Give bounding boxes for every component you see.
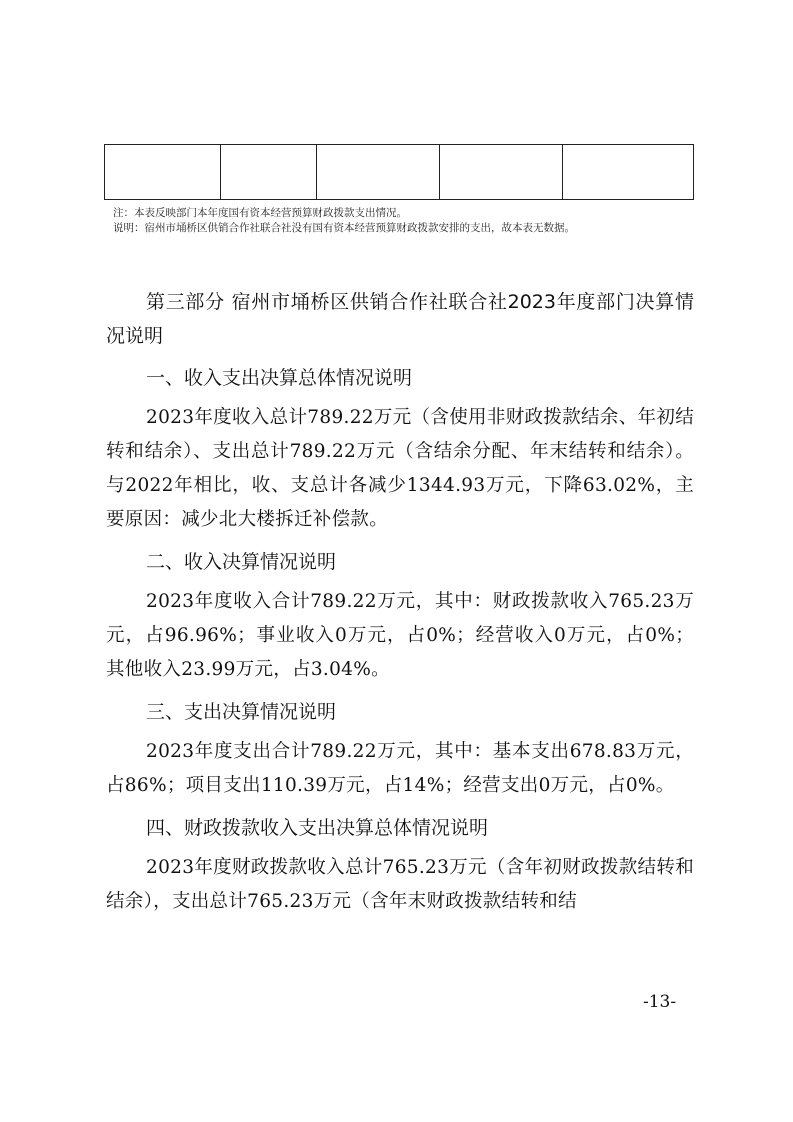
table-cell bbox=[221, 145, 317, 200]
section-heading: 三、支出决算情况说明 bbox=[146, 701, 337, 723]
section-heading: 一、收入支出决算总体情况说明 bbox=[146, 367, 413, 389]
table-cell bbox=[317, 145, 440, 200]
section-paragraph: 2023年度财政拨款收入总计765.23万元（含年初财政拨款结转和结余），支出总计765.23万元（含年末财政拨款结转和结 bbox=[106, 857, 694, 912]
section-heading: 二、收入决算情况说明 bbox=[146, 551, 337, 573]
table-row bbox=[105, 145, 694, 200]
table-note: 注：本表反映部门本年度国有资本经营预算财政拨款支出情况。 bbox=[113, 207, 407, 219]
section-heading: 四、财政拨款收入支出决算总体情况说明 bbox=[146, 817, 489, 839]
section-paragraph: 2023年度收入总计789.22万元（含使用非财政拨款结余、年初结转和结余）、支出总计789.22万元（含结余分配、年末结转和结余）。与2022年相比，收、支总计各减少1344.93万元，下降63.02%，主要原因：减少北大楼拆迁补偿款。 bbox=[106, 407, 694, 530]
table-cell bbox=[440, 145, 563, 200]
table-cell bbox=[563, 145, 694, 200]
empty-data-table bbox=[104, 144, 694, 200]
table-cell bbox=[105, 145, 221, 200]
page-number: -13- bbox=[643, 992, 677, 1012]
document-body bbox=[106, 285, 694, 919]
section-paragraph: 2023年度支出合计789.22万元，其中：基本支出678.83万元，占86%；项目支出110.39万元，占14%；经营支出0万元，占0%。 bbox=[106, 741, 694, 796]
table-notes bbox=[113, 206, 575, 236]
table-explanation: 说明：宿州市埇桥区供销合作社联合社没有国有资本经营预算财政拨款安排的支出，故本表无数据。 bbox=[113, 222, 575, 234]
part-title: 第三部分 宿州市埇桥区供销合作社联合社2023年度部门决算情况说明 bbox=[106, 291, 694, 347]
section-paragraph: 2023年度收入合计789.22万元，其中：财政拨款收入765.23万元，占96.96%；事业收入0万元，占0%；经营收入0万元，占0%；其他收入23.99万元，占3.04%。 bbox=[106, 591, 694, 680]
